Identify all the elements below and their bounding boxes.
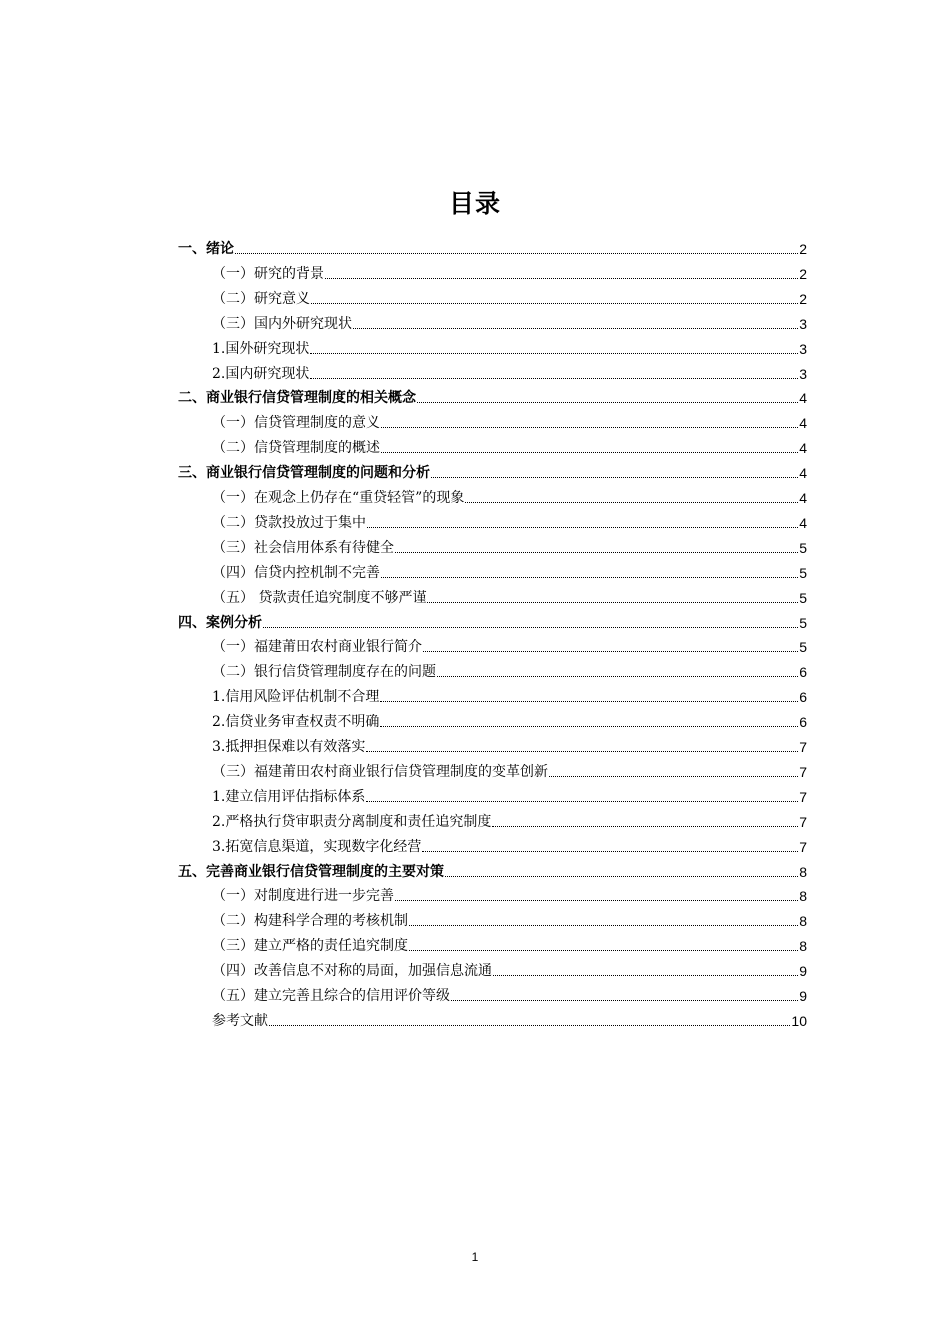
toc-entry-page-number: 8: [799, 888, 807, 905]
toc-entry-label: 3.抵押担保难以有效落实: [212, 739, 366, 755]
toc-entry-label: 1.信用风险评估机制不合理: [212, 689, 380, 706]
toc-entry-page-number: 5: [799, 564, 807, 581]
toc-entry[interactable]: [178, 457, 807, 482]
toc-entry-page-number: 5: [799, 539, 807, 556]
toc-dot-leader: [409, 950, 798, 951]
toc-dot-leader: [367, 527, 798, 528]
toc-entry-page-number: 9: [799, 963, 807, 980]
toc-entry[interactable]: [212, 358, 807, 383]
toc-entry-page-number: 6: [799, 714, 807, 731]
toc-entry-page-number: 7: [799, 739, 807, 755]
toc-entry[interactable]: [212, 731, 807, 756]
toc-entry-page-number: 3: [799, 340, 807, 357]
toc-entry-page-number: 4: [799, 415, 807, 432]
toc-entry[interactable]: [178, 856, 807, 881]
toc-entry-label: （一）对制度进行进一步完善: [212, 888, 394, 905]
toc-entry[interactable]: [212, 1005, 807, 1030]
toc-dot-leader: [427, 602, 798, 603]
toc-entry-label: （二）构建科学合理的考核机制: [212, 913, 408, 930]
toc-entry-label: （二）研究意义: [212, 290, 310, 307]
page-number: 1: [471, 1250, 479, 1264]
toc-entry[interactable]: [212, 333, 807, 358]
toc-entry-page-number: 7: [799, 813, 807, 830]
toc-entry[interactable]: [212, 582, 807, 607]
toc-entry[interactable]: [212, 631, 807, 656]
toc-entry-page-number: 7: [799, 838, 807, 855]
toc-entry-page-number: 8: [799, 863, 807, 880]
toc-entry-label: （三）建立严格的责任追究制度: [212, 938, 408, 955]
toc-entry[interactable]: [212, 681, 807, 706]
toc-dot-leader: [417, 402, 798, 403]
toc-entry-page-number: 4: [799, 465, 807, 482]
toc-entry-page-number: 4: [799, 390, 807, 407]
toc-dot-leader: [366, 751, 798, 752]
toc-dot-leader: [353, 328, 798, 329]
toc-dot-leader: [395, 900, 798, 901]
toc-entry[interactable]: [178, 382, 807, 407]
toc-dot-leader: [366, 801, 798, 802]
toc-dot-leader: [381, 452, 798, 453]
toc-entry-page-number: 2: [799, 290, 807, 307]
toc-entry-label: 三、商业银行信贷管理制度的问题和分析: [178, 465, 430, 482]
toc-dot-leader: [493, 975, 798, 976]
toc-entry[interactable]: [212, 980, 807, 1005]
toc-entry-page-number: 7: [799, 763, 807, 780]
toc-entry-label: 2.国内研究现状: [212, 365, 310, 382]
toc-entry[interactable]: [212, 507, 807, 532]
toc-entry-label: （五） 贷款责任追究制度不够严谨: [212, 589, 427, 606]
toc-dot-leader: [431, 477, 798, 478]
toc-entry-label: （二）贷款投放过于集中: [212, 514, 366, 531]
toc-entry[interactable]: [212, 407, 807, 432]
toc-entry-page-number: 5: [799, 639, 807, 656]
toc-entry-label: 一、绪论: [178, 241, 234, 257]
toc-entry[interactable]: [212, 806, 807, 831]
toc-entry-page-number: 2: [799, 241, 807, 257]
toc-entry-page-number: 2: [799, 265, 807, 282]
toc-dot-leader: [325, 278, 798, 279]
toc-dot-leader: [445, 876, 798, 877]
toc-entry[interactable]: [212, 880, 807, 905]
toc-dot-leader: [422, 851, 798, 852]
toc-entry-label: （二）银行信贷管理制度存在的问题: [212, 664, 436, 681]
toc-entry-label: 参考文献: [212, 1012, 268, 1029]
toc-dot-leader: [310, 353, 798, 354]
toc-entry-label: 3.拓宽信息渠道，实现数字化经营: [212, 838, 422, 855]
toc-dot-leader: [380, 726, 798, 727]
toc-entry-label: 1.建立信用评估指标体系: [212, 788, 366, 805]
toc-entry-page-number: 4: [799, 440, 807, 457]
toc-dot-leader: [381, 577, 798, 578]
toc-entry[interactable]: [212, 905, 807, 930]
toc-entry[interactable]: [178, 233, 807, 258]
toc-dot-leader: [311, 303, 798, 304]
toc-entry[interactable]: [212, 532, 807, 557]
toc-dot-leader: [395, 552, 798, 553]
toc-entry-label: （三）福建莆田农村商业银行信贷管理制度的变革创新: [212, 763, 548, 780]
toc-entry-page-number: 8: [799, 913, 807, 930]
toc-entry-label: 四、案例分析: [178, 614, 262, 631]
toc-entry[interactable]: [212, 432, 807, 457]
toc-entry-page-number: 10: [791, 1012, 807, 1029]
toc-entry-label: 2.严格执行贷审职责分离制度和责任追究制度: [212, 813, 492, 830]
toc-dot-leader: [381, 427, 798, 428]
toc-dot-leader: [451, 1000, 798, 1001]
toc-entry-page-number: 6: [799, 664, 807, 681]
toc-entry-page-number: 4: [799, 490, 807, 506]
toc-entry-page-number: 7: [799, 788, 807, 805]
toc-dot-leader: [465, 502, 798, 503]
toc-entry-label: （二）信贷管理制度的概述: [212, 440, 380, 457]
toc-entry-page-number: 8: [799, 938, 807, 955]
page-title: 目录: [448, 189, 501, 218]
toc-entry[interactable]: [212, 283, 807, 308]
toc-entry-label: （三）国内外研究现状: [212, 315, 352, 332]
toc-entry[interactable]: [212, 955, 807, 980]
toc-entry-label: 2.信贷业务审查权责不明确: [212, 714, 380, 731]
toc-entry[interactable]: [212, 831, 807, 856]
toc-entry-label: （一）福建莆田农村商业银行简介: [212, 639, 422, 656]
toc-entry[interactable]: [212, 781, 807, 806]
toc-entry[interactable]: [212, 557, 807, 582]
toc-entry-label: 二、商业银行信贷管理制度的相关概念: [178, 390, 416, 407]
toc-dot-leader: [263, 627, 798, 628]
toc-entry-label: （一）研究的背景: [212, 265, 324, 282]
toc-dot-leader: [549, 776, 798, 777]
toc-entry-label: （四）改善信息不对称的局面，加强信息流通: [212, 963, 492, 980]
toc-entry-page-number: 4: [799, 514, 807, 531]
toc-entry-label: （三）社会信用体系有待健全: [212, 539, 394, 556]
toc-dot-leader: [235, 253, 798, 254]
toc-entry-page-number: 3: [799, 365, 807, 382]
toc-entry-page-number: 6: [799, 689, 807, 706]
toc-dot-leader: [492, 826, 798, 827]
toc-entry[interactable]: [212, 656, 807, 681]
toc-entry-label: 五、完善商业银行信贷管理制度的主要对策: [178, 863, 444, 880]
toc-entry[interactable]: [212, 308, 807, 333]
toc-entry-label: （五）建立完善且综合的信用评价等级: [212, 988, 450, 1004]
toc-entry-page-number: 5: [799, 589, 807, 606]
toc-dot-leader: [310, 378, 798, 379]
toc-entry[interactable]: [178, 607, 807, 632]
toc-entry[interactable]: [212, 930, 807, 955]
toc-entry[interactable]: [212, 756, 807, 781]
toc-entry[interactable]: [212, 706, 807, 731]
toc-entry-page-number: 3: [799, 315, 807, 332]
toc-entry-label: （一）在观念上仍存在“重贷轻管”的现象: [212, 490, 465, 506]
toc-entry[interactable]: [212, 258, 807, 283]
toc-entry-label: 1.国外研究现状: [212, 340, 310, 357]
toc-entry[interactable]: [212, 482, 807, 507]
toc-dot-leader: [380, 701, 798, 702]
toc-entry-label: （四）信贷内控机制不完善: [212, 564, 380, 581]
toc-dot-leader: [269, 1025, 790, 1026]
toc-entry-label: （一）信贷管理制度的意义: [212, 415, 380, 432]
toc-dot-leader: [409, 925, 798, 926]
toc-dot-leader: [423, 651, 798, 652]
toc-entry-page-number: 5: [799, 614, 807, 631]
toc-dot-leader: [437, 676, 798, 677]
toc-entry-page-number: 9: [799, 988, 807, 1004]
